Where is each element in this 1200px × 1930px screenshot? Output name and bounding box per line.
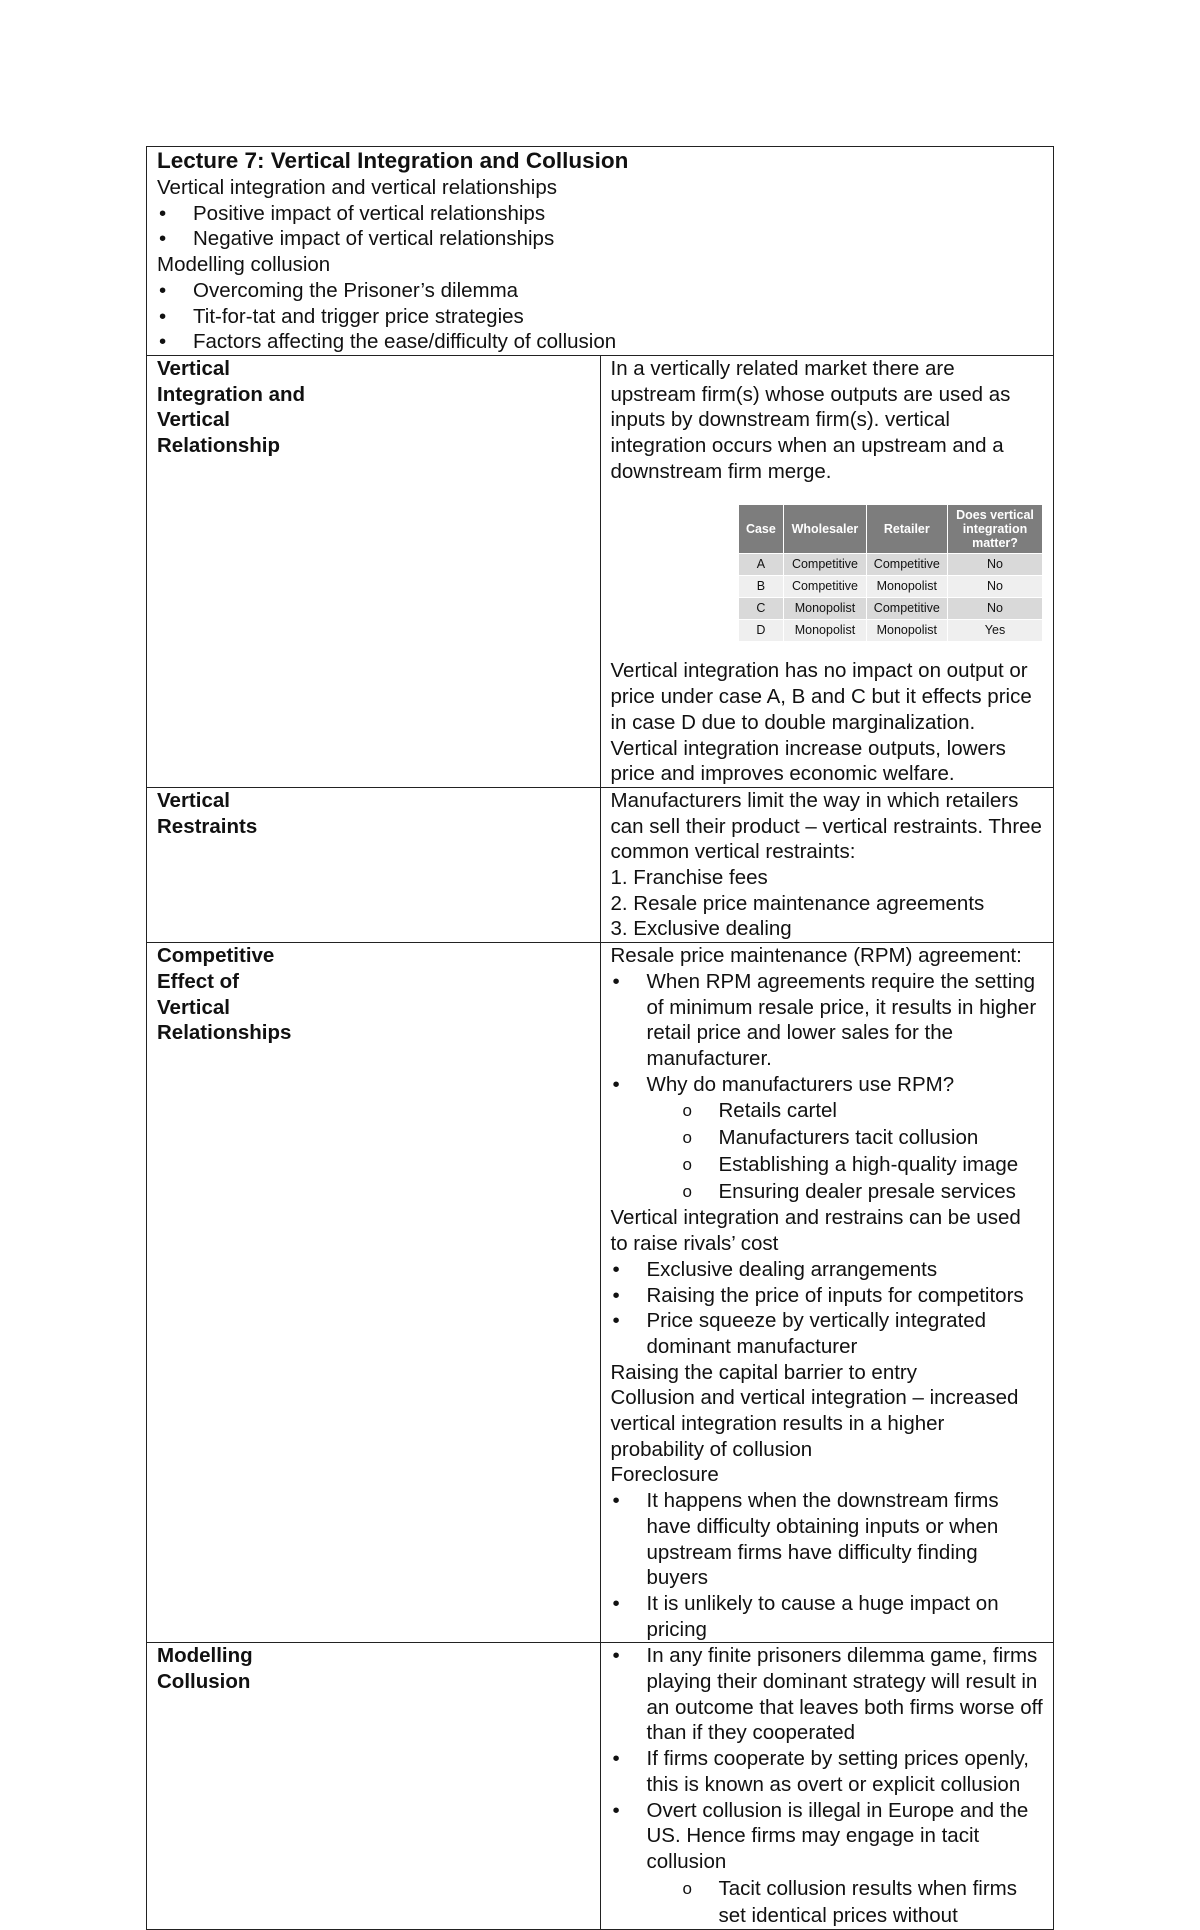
cases-table-body <box>738 554 1043 642</box>
text-line: Vertical integration and restrains can be used to raise rivals’ cost <box>610 1206 1021 1256</box>
cases-table-cell: Competitive <box>784 576 866 598</box>
cases-header-case: Case <box>738 505 784 554</box>
heading-line: Modelling <box>157 1644 253 1668</box>
cases-header-retailer: Retailer <box>866 505 947 554</box>
section-body-modelling-collusion <box>600 1643 1054 1929</box>
cases-table-row <box>738 598 1043 620</box>
heading-line: Integration and <box>157 382 306 406</box>
cases-table-cell: Monopolist <box>784 620 866 642</box>
cases-table-wrapper <box>611 484 1044 658</box>
sub-bullet-item: o Ensuring dealer presale services <box>611 1178 1044 1205</box>
section-outro-text: Vertical integration has no impact on output or price under case A, B and C but it effects price in case D due to double marginalization. Vertical integration increase outputs, lowers price and improves economic welfare. <box>610 659 1032 786</box>
cases-table-cell: No <box>948 576 1043 598</box>
notes-table <box>146 146 1054 1930</box>
sub-bullet-item: o Establishing a high-quality image <box>611 1151 1044 1178</box>
heading-line: Vertical <box>157 995 230 1019</box>
section-body-competitive-effect <box>600 943 1054 1643</box>
text-line: 3. Exclusive dealing <box>610 917 792 941</box>
heading-line: Effect of <box>157 969 239 993</box>
bullet-item: • It happens when the downstream firms have difficulty obtaining inputs or when upstream firms have difficulty finding buyers <box>611 1488 1044 1591</box>
cases-table-cell: D <box>738 620 784 642</box>
heading-line: Vertical <box>157 356 230 380</box>
cases-table-cell: Monopolist <box>866 576 947 598</box>
bullet-item: • Tit-for-tat and trigger price strategies <box>157 304 1043 330</box>
cases-table-row <box>738 554 1043 576</box>
sub-bullet-item: o Manufacturers tacit collusion <box>611 1124 1044 1151</box>
cases-table-header-row <box>738 505 1043 554</box>
lecture-outline <box>157 175 1043 355</box>
cases-header-matter: Does vertical integration matter? <box>948 505 1043 554</box>
text-line: Manufacturers limit the way in which retailers can sell their product – vertical restraints. Three common vertical restraints: <box>610 788 1042 864</box>
cases-table-cell: Competitive <box>866 598 947 620</box>
bullet-item: • Factors affecting the ease/difficulty of collusion <box>157 329 1043 355</box>
heading-line: Vertical <box>157 408 230 432</box>
text-line: Vertical integration and vertical relationships <box>157 176 557 199</box>
cases-table-row <box>738 620 1043 642</box>
section-heading-vertical-integration <box>147 355 601 787</box>
heading-line: Vertical <box>157 788 230 812</box>
lecture-title: Lecture 7: Vertical Integration and Collusion <box>157 148 629 173</box>
bullet-item: • When RPM agreements require the setting of minimum resale price, it results in higher retail price and lower sales for the manufacturer. <box>611 969 1044 1072</box>
bullet-item: • Exclusive dealing arrangements <box>611 1257 1044 1283</box>
heading-line: Competitive <box>157 944 275 968</box>
bullet-item: • Overcoming the Prisoner’s dilemma <box>157 278 1043 304</box>
section-row-competitive-effect <box>147 943 1054 1643</box>
cases-table-cell: B <box>738 576 784 598</box>
section-heading-competitive-effect <box>147 943 601 1643</box>
text-line: Resale price maintenance (RPM) agreement: <box>610 944 1022 968</box>
cases-table-row <box>738 576 1043 598</box>
lecture-header-cell <box>147 147 1054 356</box>
bullet-item: • Overt collusion is illegal in Europe and the US. Hence firms may engage in tacit collusion <box>611 1798 1044 1875</box>
bullet-item: • If firms cooperate by setting prices openly, this is known as overt or explicit collusion <box>611 1746 1044 1797</box>
cases-table <box>738 504 1044 642</box>
text-line: Raising the capital barrier to entry <box>610 1360 918 1384</box>
bullet-item: • Price squeeze by vertically integrated dominant manufacturer <box>611 1308 1044 1359</box>
section-body-vertical-integration <box>600 355 1054 787</box>
heading-line: Collusion <box>157 1670 251 1694</box>
section-row-vertical-integration <box>147 355 1054 787</box>
section-row-vertical-restraints <box>147 787 1054 942</box>
cases-header-wholesaler: Wholesaler <box>784 505 866 554</box>
text-line: Modelling collusion <box>157 253 331 277</box>
sub-bullet-item: o Retails cartel <box>611 1097 1044 1124</box>
cases-table-cell: No <box>948 554 1043 576</box>
bullet-item: • It is unlikely to cause a huge impact on pricing <box>611 1591 1044 1642</box>
cases-table-cell: Competitive <box>866 554 947 576</box>
cases-table-cell: No <box>948 598 1043 620</box>
section-body-vertical-restraints <box>600 787 1054 942</box>
section-heading-vertical-restraints <box>147 787 601 942</box>
heading-line: Relationships <box>157 1021 292 1045</box>
cases-table-cell: Monopolist <box>866 620 947 642</box>
cases-table-cell: Monopolist <box>784 598 866 620</box>
heading-line: Relationship <box>157 434 281 458</box>
text-line: Foreclosure <box>610 1463 719 1487</box>
sub-bullet-item: o Tacit collusion results when firms set identical prices without <box>611 1875 1044 1929</box>
cases-table-cell: Yes <box>948 620 1043 642</box>
bullet-item: • Negative impact of vertical relationships <box>157 226 1043 252</box>
section-heading-modelling-collusion <box>147 1643 601 1929</box>
cases-table-cell: C <box>738 598 784 620</box>
bullet-item: • Why do manufacturers use RPM? <box>611 1072 1044 1098</box>
text-line: Collusion and vertical integration – increased vertical integration results in a higher probability of collusion <box>610 1386 1019 1461</box>
lecture-header-row <box>147 147 1054 356</box>
bullet-item: • In any finite prisoners dilemma game, firms playing their dominant strategy will result in an outcome that leaves both firms worse off than if they cooperated <box>611 1643 1044 1746</box>
text-line: 1. Franchise fees <box>610 866 768 890</box>
cases-table-cell: Competitive <box>784 554 866 576</box>
heading-line: Restraints <box>157 814 258 838</box>
text-line: 2. Resale price maintenance agreements <box>610 891 985 915</box>
section-row-modelling-collusion <box>147 1643 1054 1929</box>
bullet-item: • Positive impact of vertical relationships <box>157 201 1043 227</box>
document-page <box>146 146 1054 1930</box>
bullet-item: • Raising the price of inputs for competitors <box>611 1283 1044 1309</box>
cases-table-cell: A <box>738 554 784 576</box>
section-intro-text: In a vertically related market there are upstream firm(s) whose outputs are used as inputs by downstream firm(s). vertical integration occurs when an upstream and a downstream firm merge. <box>610 356 1011 483</box>
